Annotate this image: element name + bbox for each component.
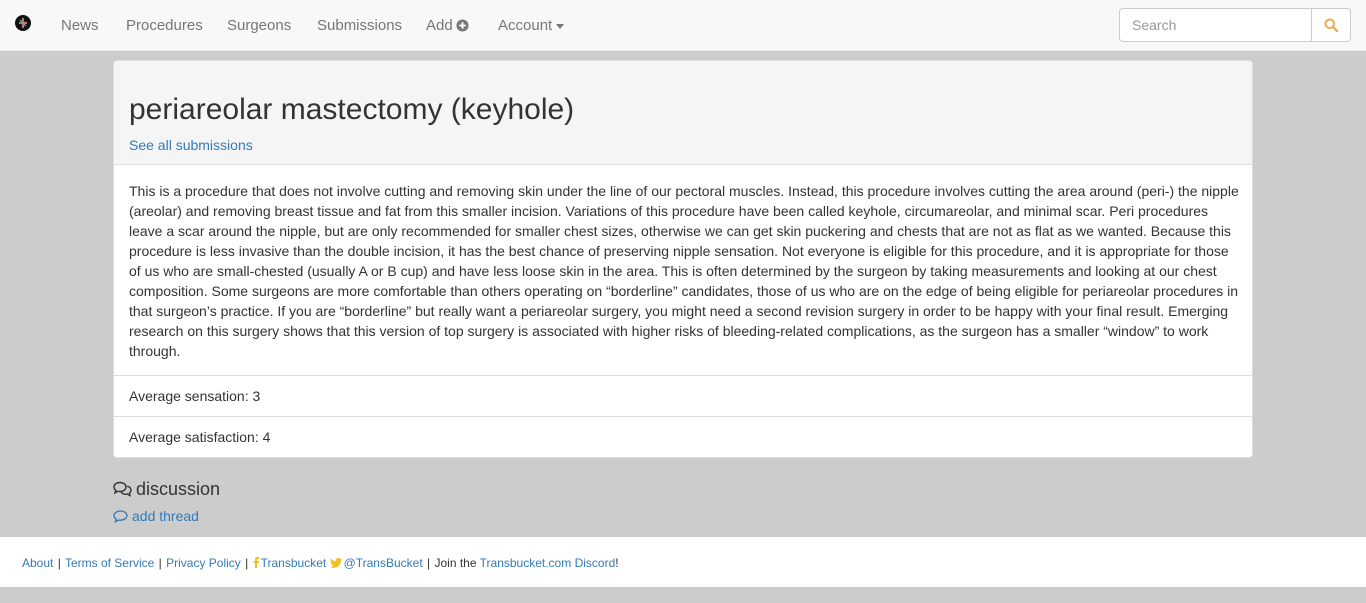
- footer-discord-link[interactable]: Transbucket.com Discord: [479, 556, 616, 570]
- footer-privacy-link[interactable]: Privacy Policy: [166, 556, 241, 570]
- footer-twitter-link[interactable]: [330, 556, 423, 570]
- footer-separator: |: [245, 556, 249, 570]
- comment-icon: [113, 510, 128, 523]
- discussion-heading: [113, 479, 220, 499]
- nav-submissions[interactable]: Submissions: [317, 17, 403, 34]
- nav-surgeons[interactable]: Surgeons: [227, 17, 292, 34]
- procedure-panel: [113, 60, 1253, 458]
- nav-account-dropdown[interactable]: [498, 17, 564, 35]
- footer-separator: |: [158, 556, 162, 570]
- footer-join-text: Join the: [434, 556, 477, 570]
- facebook-icon: [253, 557, 259, 568]
- footer-terms-link[interactable]: Terms of Service: [64, 556, 155, 570]
- add-thread-label: add thread: [132, 508, 199, 524]
- average-satisfaction: Average satisfaction: 4: [114, 416, 1252, 457]
- nav-add[interactable]: [426, 17, 469, 35]
- twitter-icon: [330, 558, 342, 568]
- footer-separator: |: [57, 556, 61, 570]
- panel-heading: [114, 61, 1252, 165]
- nav-procedures[interactable]: Procedures: [126, 17, 203, 34]
- average-sensation: Average sensation: 3: [114, 375, 1252, 416]
- transbucket-logo-icon[interactable]: [15, 15, 31, 31]
- footer-separator: |: [427, 556, 431, 570]
- search-button[interactable]: [1311, 8, 1351, 42]
- discussion-title: discussion: [136, 479, 221, 499]
- footer-exclaim: !: [615, 556, 619, 570]
- footer-about-link[interactable]: About: [22, 556, 54, 570]
- footer-facebook-link[interactable]: [253, 556, 327, 570]
- page-title: periareolar mastectomy (keyhole): [129, 93, 575, 126]
- search-input[interactable]: [1119, 8, 1312, 42]
- add-thread-link[interactable]: [113, 508, 199, 524]
- plus-circle-icon: [456, 19, 469, 32]
- footer-facebook-label: Transbucket: [260, 556, 327, 570]
- see-all-submissions-link[interactable]: See all submissions: [129, 137, 253, 153]
- comments-icon: [113, 481, 132, 497]
- nav-account-label: Account: [498, 17, 553, 34]
- procedure-description: This is a procedure that does not involve cutting and removing skin under the line of our pectoral muscles. Instead, this procedure involves cutting the area around (peri-) the nipple (areolar) and removing breast tissue and fat from this smaller incision. Variations of this procedure have been called keyhole, circumareolar, and minimal scar. Peri procedures leave a scar around the nipple, but are only recommended for smaller chest sizes, otherwise we can get skin puckering and chests that are not as flat as we wanted. Because this procedure is less invasive than the double incision, it has the best chance of preserving nipple sensation. Not everyone is eligible for this procedure, and it is appropriate for those of us who are small-chested (usually A or B cup) and have less loose skin in the area. This is often determined by the surgeon by taking measurements and looking at our chest composition. Some surgeons are more comfortable than others operating on “borderline” candidates, those of us who are on the edge of being eligible for periareolar procedures in that surgeon’s practice. If you are “borderline” but really want a periareolar surgery, you might need a second revision surgery in order to be happy with your final result. Emerging research on this surgery shows that this version of top surgery is associated with higher risks of bleeding-related complications, as the surgeon has a smaller “window” to work through.: [129, 183, 1239, 359]
- footer: [0, 537, 1366, 587]
- footer-twitter-label: @TransBucket: [343, 556, 423, 570]
- nav-add-label: Add: [426, 17, 453, 34]
- search-icon: [1324, 18, 1338, 32]
- caret-down-icon: [556, 24, 564, 29]
- navbar: [0, 0, 1366, 51]
- nav-news[interactable]: News: [61, 17, 99, 34]
